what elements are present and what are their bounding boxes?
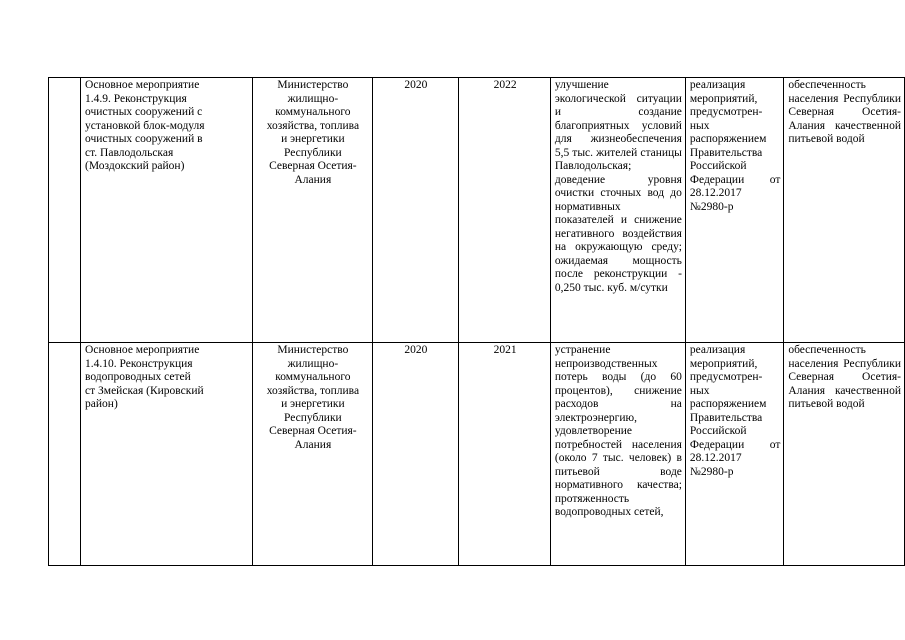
basis-cell: реализация мероприятий, предусмотрен-ных распоряжением Правительства Российской Федерации от 28.12.2017 №2980-р xyxy=(685,78,783,343)
measure-cell: Основное мероприятие 1.4.9. Реконструкция очистных сооружений с установкой блок-модуля очистных сооружений в ст. Павлодольская (Моздокский район) xyxy=(81,78,253,343)
executor-cell: Министерство жилищно- коммунального хозяйства, топлива и энергетики Республики Северная Осетия- Алания xyxy=(253,343,372,566)
table-row xyxy=(49,78,905,343)
start-year-cell: 2020 xyxy=(372,78,459,343)
result-cell: улучшение экологической ситуации и создание благоприятных условий для жизнеобеспечения 5,5 тыс. жителей станицы Павлодольская; доведение уровня очистки сточных вод до нормативных показателей и снижение негативного воздействия на окружающую среду; ожидаемая мощность после реконструкции - 0,250 тыс. куб. м/сутки xyxy=(550,78,685,343)
table-row xyxy=(49,343,905,566)
basis-cell: реализация мероприятий, предусмотрен-ных распоряжением Правительства Российской Федерации от 28.12.2017 №2980-р xyxy=(685,343,783,566)
end-year-cell: 2022 xyxy=(459,78,551,343)
indicator-cell: обеспеченность населения Республики Северная Осетия-Алания качественной питьевой водой xyxy=(784,78,905,343)
measures-table xyxy=(48,77,905,566)
start-year-cell: 2020 xyxy=(372,343,459,566)
executor-cell: Министерство жилищно- коммунального хозяйства, топлива и энергетики Республики Северная Осетия- Алания xyxy=(253,78,372,343)
measure-cell: Основное мероприятие 1.4.10. Реконструкция водопроводных сетей ст Змейская (Кировский район) xyxy=(81,343,253,566)
end-year-cell: 2021 xyxy=(459,343,551,566)
indicator-cell: обеспеченность населения Республики Северная Осетия-Алания качественной питьевой водой xyxy=(784,343,905,566)
result-cell: устранение непроизводственных потерь воды (до 60 процентов), снижение расходов на электроэнергию, удовлетворение потребностей населения (около 7 тыс. человек) в питьевой воде нормативного качества; протяженность водопроводных сетей, xyxy=(550,343,685,566)
row-number-cell xyxy=(49,78,81,343)
row-number-cell xyxy=(49,343,81,566)
